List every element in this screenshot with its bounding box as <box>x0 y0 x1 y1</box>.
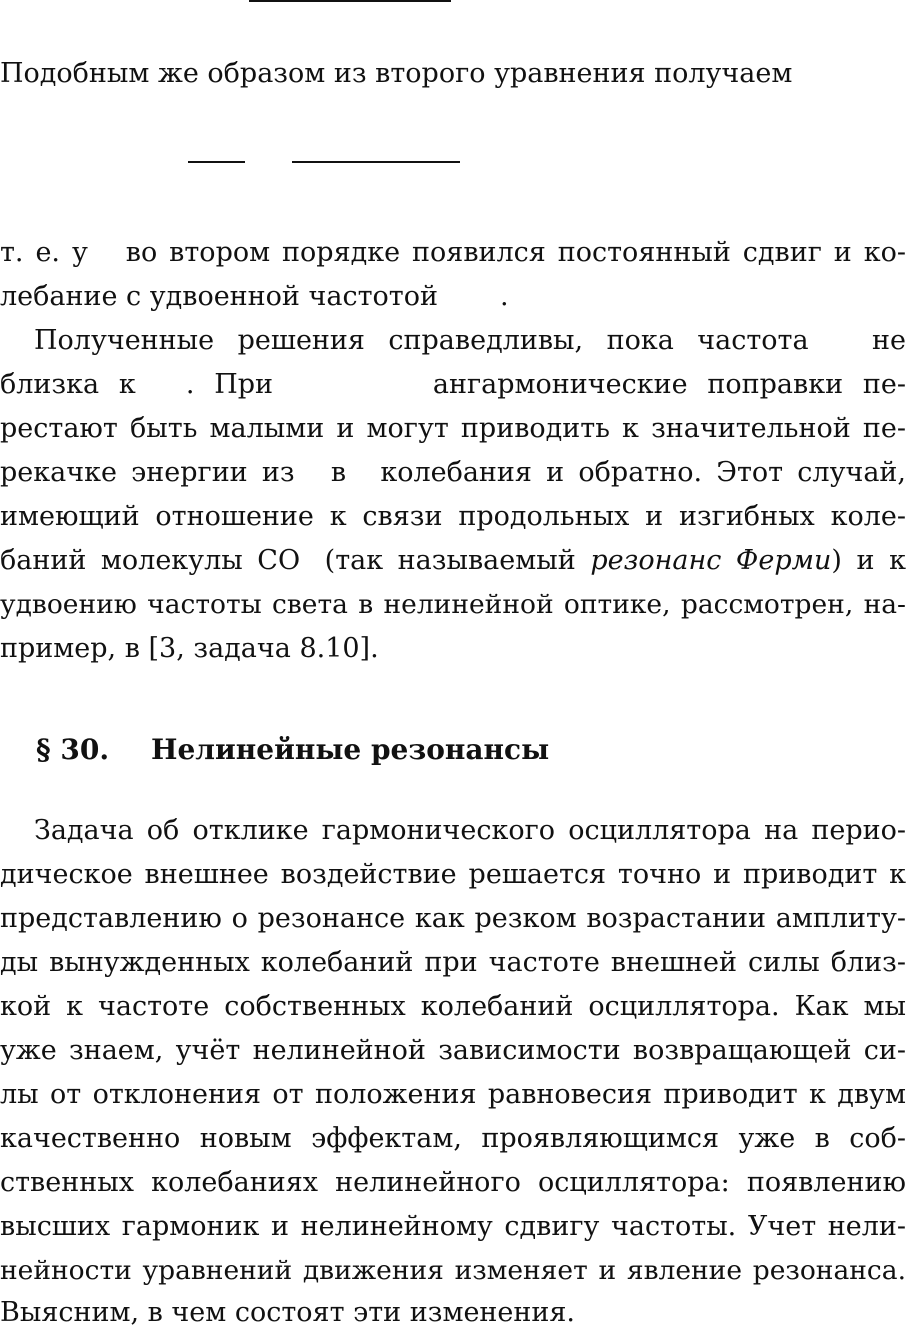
text-fragment: ды вынужденных колебаний при частоте внешней силы близ- <box>0 947 906 978</box>
text-line <box>0 1291 906 1335</box>
text-line <box>0 941 906 985</box>
text-fragment: ангармонические поправки пе- <box>432 369 906 400</box>
text-fragment: нейности уравнений движения изменяет и явление резонанса. <box>0 1255 906 1286</box>
text-line <box>0 275 906 319</box>
text-fragment: лебание с удвоенной частотой <box>0 281 438 312</box>
text-fragment: . При <box>185 369 274 400</box>
text-fragment: удвоению частоты света в нелинейной оптике, рассмотрен, на- <box>0 589 906 620</box>
text-fragment: дическое внешнее воздействие решается точно и приводит к <box>0 859 906 890</box>
text-fragment: (так называемый <box>324 545 576 576</box>
text-line <box>0 495 906 539</box>
text-line <box>0 627 906 671</box>
emphasized-term: резонанс Ферми <box>590 545 832 576</box>
text-fragment: представлению о резонансе как резком возрастании амплиту- <box>0 903 906 934</box>
text-fragment: Задача об отклике гармонического осциллятора на перио- <box>34 815 906 846</box>
text-line <box>0 1029 906 1073</box>
text-line <box>0 1205 906 1249</box>
intro-text: Подобным же образом из второго уравнения получаем <box>0 58 793 89</box>
text-line <box>0 985 906 1029</box>
text-fragment: лы от отклонения от положения равновесия приводит к двум <box>0 1079 906 1110</box>
text-fragment: баний молекулы СО <box>0 545 301 576</box>
text-fragment: рекачке энергии из <box>0 457 295 488</box>
text-line <box>0 319 906 363</box>
text-line <box>0 1073 906 1117</box>
text-fragment: ственных колебаниях нелинейного осциллятора: появлению <box>0 1167 906 1198</box>
text-fragment: качественно новым эффектам, проявляющимся уже в соб- <box>0 1123 906 1154</box>
text-fragment: Полученные решения справедливы, пока частота <box>34 325 809 356</box>
text-fragment: ) и к <box>831 545 906 576</box>
text-fragment: в <box>330 457 347 488</box>
text-line <box>0 363 906 407</box>
text-fragment: уже знаем, учёт нелинейной зависимости возвращающей си- <box>0 1035 906 1066</box>
text-fragment: Выясним, в чем состоят эти изменения. <box>0 1297 576 1328</box>
text-line <box>0 539 906 583</box>
text-line <box>0 407 906 451</box>
text-line <box>0 231 906 275</box>
text-fragment: колебания и обратно. Этот случай, <box>380 457 906 488</box>
text-fragment: т. е. у <box>0 237 88 268</box>
text-line <box>0 1249 906 1293</box>
text-fragment: кой к частоте собственных колебаний осциллятора. Как мы <box>0 991 906 1022</box>
text-fragment: высших гармоник и нелинейному сдвигу частоты. Учет нели- <box>0 1211 906 1242</box>
text-fragment: рестают быть малыми и могут приводить к значительной пе- <box>0 413 906 444</box>
text-fragment: . <box>499 281 509 312</box>
text-line <box>0 809 906 853</box>
text-line <box>0 1161 906 1205</box>
text-fragment: во втором порядке появился постоянный сдвиг и ко- <box>125 237 906 268</box>
equation-fraction-bar <box>249 0 451 2</box>
text-line <box>0 853 906 897</box>
text-line <box>0 1117 906 1161</box>
section-number: § 30. <box>36 733 110 766</box>
text-fragment: пример, в [3, задача 8.10]. <box>0 633 379 664</box>
text-line <box>0 583 906 627</box>
text-fragment: не <box>872 325 906 356</box>
text-line <box>0 897 906 941</box>
text-fragment: близка к <box>0 369 136 400</box>
text-line <box>0 451 906 495</box>
text-fragment: имеющий отношение к связи продольных и изгибных коле- <box>0 501 906 532</box>
equation-fraction-bar <box>188 161 245 163</box>
equation-fraction-bar <box>292 161 460 163</box>
intro-line <box>0 52 906 96</box>
section-heading <box>36 728 549 772</box>
section-title: Нелинейные резонансы <box>151 733 550 766</box>
